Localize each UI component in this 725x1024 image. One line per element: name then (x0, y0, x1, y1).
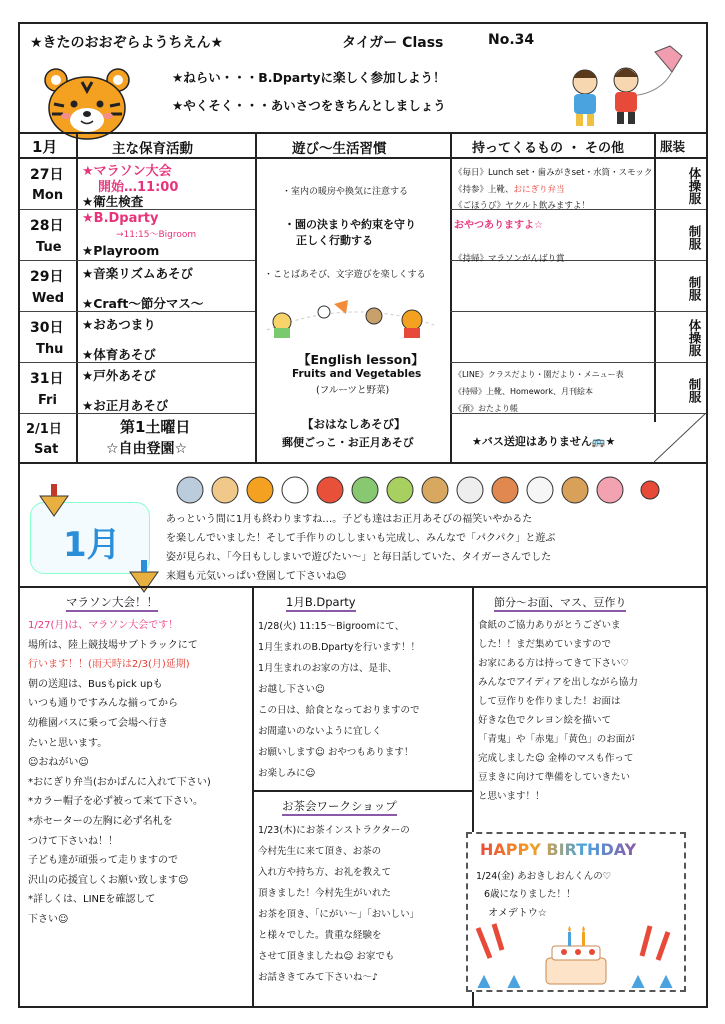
table-top-border (20, 132, 706, 134)
day-activity: ☆自由登園☆ (106, 441, 188, 457)
story-play-title: 【おはなしあそび】 (302, 417, 406, 431)
kids-kite-icon (560, 44, 690, 134)
marathon-line: *詳しくは、LINEを確認して (28, 894, 156, 906)
english-lesson-topic: Fruits and Vegetables (292, 368, 422, 380)
row-border (450, 311, 706, 312)
day-activity: ★お正月あそび (82, 398, 169, 413)
tea-title: お茶会ワークショップ (282, 798, 397, 816)
birthday-line: オメデトウ☆ (488, 908, 547, 919)
bdparty-line: この日は、給食となっておりますので (258, 705, 420, 716)
marathon-line: つけて下さいね！！ (28, 835, 118, 847)
intro-line: 姿が見られ、「今日もししまいで遊びたい～」と毎日話していた、タイガーさんでした (166, 552, 552, 563)
marathon-line: いつも通りですみんな揃ってから (28, 698, 178, 710)
setsubun-line: 食紙のご協力ありがとうございま (478, 620, 621, 631)
day-weekday: Thu (36, 342, 64, 357)
table-bottom-border (20, 462, 706, 464)
setsubun-line: お家にある方は持ってきて下さい♡ (478, 658, 630, 669)
marathon-line: 沢山の応援宜しくお願い致します☺ (28, 874, 189, 886)
marathon-line: *カラー帽子を必ず被って来て下さい。 (28, 796, 203, 808)
tiger-face-icon (42, 64, 132, 142)
bdparty-line: 1/28(火) 11:15～Bigroomにて、 (258, 621, 405, 632)
play-item: 正しく行動する (296, 234, 373, 247)
english-lesson-title: 【English lesson】 (298, 352, 424, 367)
bdparty-body (258, 616, 470, 784)
day-weekday: Wed (32, 291, 64, 306)
intro-line: を楽しんでいました！そして手作りのししまいも完成し、みんなで「パクパク」と遊ぶ (166, 533, 556, 544)
tea-line: お茶を頂き、「にがい～」「おいしい」 (258, 909, 420, 920)
setsubun-line: と思います！！ (478, 791, 545, 802)
animal-parade-icon (262, 286, 442, 342)
aim-text: ★ねらい・・・B.Dpartyに楽しく参加しよう！ (172, 70, 446, 85)
bdparty-line: お願いします☺ おやつもあります！ (258, 747, 414, 758)
tea-line: 頂きました！今村先生がいれた (258, 888, 392, 899)
marathon-line: 1/27(月)は、マラソン大会です！ (28, 620, 179, 631)
bus-notice: ★バス送迎はありません🚌★ (472, 435, 616, 448)
play-item: ・室内の暖房や換気に注意する (282, 187, 409, 197)
tea-line: と様々でした。貴重な経験を (258, 930, 382, 941)
clothes-cell: 制服 (687, 224, 702, 250)
day-weekday: Fri (38, 393, 57, 408)
items-snack: おやつありますよ☆ (454, 220, 543, 231)
tea-line: 1/23(木)にお茶インストラクターの (258, 825, 410, 836)
marathon-line: *赤セーターの左胸に必ず名札を (28, 815, 173, 827)
clothes-cell: 体操服 (687, 167, 702, 205)
row-border (20, 260, 255, 261)
english-lesson-topic-jp: (フルーツと野菜) (316, 385, 390, 396)
month-badge-text: 1月 (63, 525, 121, 565)
day-activity: ★音楽リズムあそび (82, 266, 193, 281)
class-name: タイガー Class (342, 35, 444, 51)
day-activity-time: →11:15～Bigroom (116, 230, 197, 240)
items-bring-lunch: おにぎり弁当 (513, 185, 565, 195)
play-item: ・ことばあそび、文字遊びを楽しくする (264, 270, 426, 280)
setsubun-line: 好きな色でクレヨン絵を描いて (478, 715, 612, 726)
setsubun-line: 完成しました☺ 金棒のマスも作って (478, 753, 634, 764)
play-item: ・園の決まりや約束を守り (284, 218, 416, 231)
day-activity: ★Craft～節分マス～ (82, 296, 204, 311)
row-border (450, 362, 706, 363)
spinning-top-icon (124, 558, 164, 594)
day-date: 27日 (30, 167, 64, 183)
marathon-line: 子ども達が頑張って走りますので (28, 855, 178, 867)
col-divider-4 (654, 132, 656, 422)
day-date: 31日 (30, 371, 64, 387)
issue-number: No.34 (488, 32, 535, 48)
items-bring (454, 183, 565, 195)
setsubun-body (478, 616, 704, 806)
setsubun-title: 節分～お面、マス、豆作り (494, 594, 626, 612)
day-activity: ★戸外あそび (82, 368, 156, 383)
marathon-line: 下さい☺ (28, 913, 69, 925)
col-activities-header: 主な保育活動 (112, 141, 193, 157)
marathon-line: 場所は、陸上競技場サブトラックにて (28, 639, 198, 651)
tea-line: 入れ方や持ち方、お礼を教えて (258, 867, 392, 878)
day-activity: ★Playroom (82, 243, 160, 258)
school-name: ★きたのおおぞらようちえん★ (30, 35, 224, 51)
day-activity: ★衛生検査 (82, 194, 144, 209)
col-clothes-header: 服装 (660, 139, 686, 154)
column-divider (252, 586, 254, 1006)
marathon-title: マラソン大会！！ (66, 594, 158, 612)
month-label: 1月 (32, 138, 58, 156)
col-play-header: 遊び～生活習慣 (292, 141, 387, 157)
table-header-border (20, 157, 706, 159)
day-date: 2/1日 (26, 422, 62, 437)
marathon-line: 幼稚園バスに乗って会場へ行き (28, 717, 168, 729)
items-reward: 《ごほうび》ヤクルト飲みますよ！ (454, 201, 590, 211)
zodiac-animals-icon (160, 470, 690, 510)
items-line: 《LINE》クラスだより・園だより・メニュー表 (454, 370, 624, 379)
promise-text: ★やくそく・・・あいさつをきちんとしましょう (172, 98, 446, 113)
day-activity: 第1土曜日 (120, 418, 191, 436)
clothes-cell: 制服 (687, 275, 702, 301)
setsubun-line: 豆まきに向けて準備をしていきたい (478, 772, 631, 783)
section-divider (20, 586, 706, 588)
setsubun-line: みんなでアイディアを出しながら協力 (478, 677, 638, 688)
day-activity: ★B.Dparty (82, 211, 159, 226)
intro-line: あっという間に1月も終わりますね…。子ども達はお正月あそびの福笑いやかるた (166, 514, 533, 525)
items-take-home-2: 《持帰》上靴、Homework、月刊絵本 (454, 387, 593, 396)
setsubun-line: して豆作りを作りました！お面は (478, 696, 621, 707)
day-weekday: Tue (36, 240, 62, 255)
story-play-topic: 郵便ごっこ・お正月あそび (282, 436, 414, 449)
day-date: 29日 (30, 269, 64, 285)
day-activity: ★体育あそび (82, 347, 156, 362)
empty-cell-diagonal (654, 413, 706, 462)
marathon-line: たいと思います。 (28, 737, 108, 749)
newsletter-sheet (18, 22, 708, 1008)
marathon-line: ☺おねがい☺ (28, 757, 89, 769)
day-activity: ★マラソン大会 (82, 164, 172, 179)
birthday-card (466, 832, 686, 992)
birthday-banner (480, 840, 636, 859)
day-activity-time: 開始…11:00 (98, 180, 179, 195)
marathon-body (28, 616, 250, 930)
birthday-banner-text: HAPPY BIRTHDAY (480, 840, 637, 859)
day-weekday: Mon (32, 188, 64, 203)
day-weekday: Sat (34, 442, 59, 457)
tea-line: 今村先生に来て頂き、お茶の (258, 846, 382, 857)
marathon-line: 朝の送迎は、Busもpick upも (28, 678, 163, 690)
bdparty-line: お越し下さい☺ (258, 684, 325, 695)
day-date: 30日 (30, 320, 64, 336)
marathon-line: *おにぎり弁当(おかばんに入れて下さい) (28, 776, 211, 788)
bdparty-line: お間違いのないように宜しく (258, 726, 382, 737)
tea-line: お話ききてみて下さいね～♪ (258, 972, 379, 983)
col-items-header: 持ってくるもの ・ その他 (472, 141, 625, 156)
birthday-line: 1/24(金) あおきしおんくんの♡ (476, 871, 612, 882)
bdparty-line: 1月生まれのお家の方は、是非、 (258, 663, 398, 674)
col-divider-2 (255, 132, 257, 462)
marathon-line: 行います！！(雨天時は2/3(月)延期) (28, 659, 190, 671)
items-daily: 《毎日》Lunch set・歯みがきset・水筒・スモック (454, 168, 653, 178)
setsubun-line: 「青鬼」や「赤鬼」「黄色」のお面が (478, 734, 635, 745)
day-date: 28日 (30, 218, 64, 234)
setsubun-line: した！！まだ集めていますので (478, 639, 612, 650)
day-activity: ★おあつまり (82, 317, 156, 332)
birthday-cake-icon (468, 918, 684, 990)
bdparty-line: 1月生まれのB.Dpartyを行います！！ (258, 642, 421, 653)
items-take-home: 《持帰》マラソンがんばり賞 (454, 254, 565, 264)
items-deposit: 《預》おたより帳 (454, 404, 518, 413)
bdparty-line: お楽しみに☺ (258, 768, 316, 779)
section-divider (252, 790, 474, 792)
items-bring-text: 《持参》上靴、 (454, 185, 514, 195)
intro-line: 来週も元気いっぱい登園して下さいね☺ (166, 571, 347, 582)
clothes-cell: 体操服 (687, 319, 702, 357)
birthday-line: 6歳になりました！！ (484, 889, 576, 900)
bdparty-title: 1月B.Dparty (286, 594, 356, 612)
tea-line: させて頂きましたね☺ お家でも (258, 951, 395, 962)
tea-body (258, 820, 470, 988)
spinning-top-icon (34, 482, 74, 518)
clothes-cell: 制服 (687, 377, 702, 403)
